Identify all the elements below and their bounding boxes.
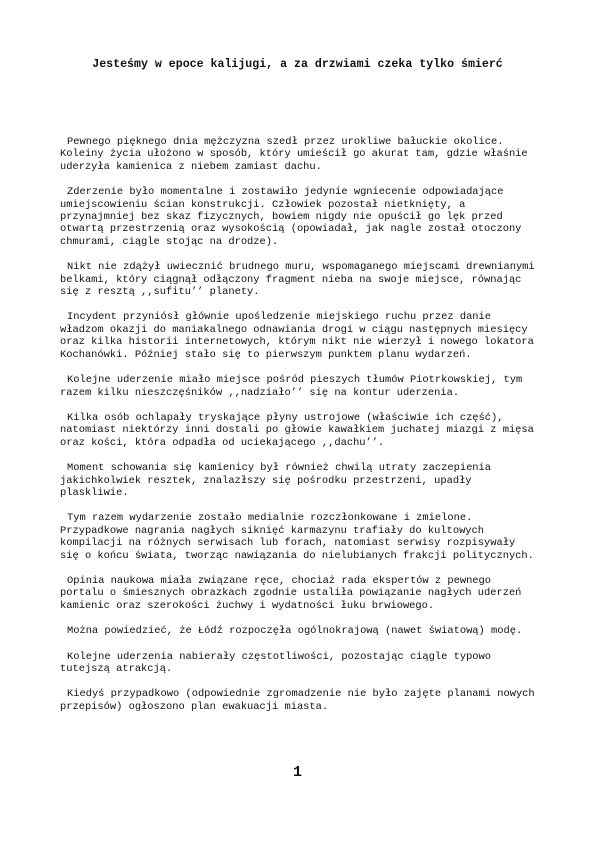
- paragraph: Zderzenie było momentalne i zostawiło jedynie wgniecenie odpowiadające umiejscowieniu ścian konstrukcji. Człowiek pozostał nietknięty, a przynajmniej bez skaz fizycznych, bowiem nigdy nie opuścił go lęk przed otwartą przestrzenią oraz wysokością (opowiadał, jak nagle został otoczony chmurami, ciągle stojąc na drodze).: [60, 186, 522, 248]
- paragraph: Incydent przyniósł głównie upośledzenie miejskiego ruchu przez danie władzom okazji do maniakalnego odnawiania drogi w ciągu następnych miesięcy oraz kilka historii internetowych, którym nikt nie wierzył i nowego lokatora Kochanówki. Później stało się to pierwszym punktem planu wydarzeń.: [60, 311, 534, 361]
- paragraph: Kiedyś przypadkowo (odpowiednie zgromadzenie nie było zajęte planami nowych przepisów) ogłoszono plan ewakuacji miasta.: [60, 688, 535, 713]
- paragraph: Kolejne uderzenie miało miejsce pośród pieszych tłumów Piotrkowskiej, tym razem kilku nieszczęśników ,,nadziało’’ się na kontur uderzenia.: [60, 374, 523, 399]
- paragraph: Moment schowania się kamienicy był również chwilą utraty zaczepienia jakichkolwiek resztek, znalazłszy się pośrodku przestrzeni, upadły plaskliwie.: [60, 462, 492, 499]
- paragraph: Opinia naukowa miała związane ręce, chociaż rada ekspertów z pewnego portalu o śmiesznych obrazkach zgodnie ustaliła powiązanie nagłych uderzeń kamienic oraz szerokości żuchwy i wydatności łuku brwiowego.: [60, 574, 522, 612]
- document-body: [60, 136, 540, 726]
- document-title: Jesteśmy w epoce kalijugi, a za drzwiami czeka tylko śmierć: [92, 58, 503, 71]
- paragraph: Nikt nie zdążył uwiecznić brudnego muru, wspomaganego miejscami drewnianymi belkami, który ciągnął odłączony fragment nieba na swoje miejsce, równając się z resztą ,,sufitu’’ planety.: [60, 261, 535, 299]
- page-number: 1: [292, 764, 302, 781]
- paragraph: Można powiedzieć, że Łódź rozpoczęła ogólnokrajową (nawet światową) modę.: [67, 625, 523, 638]
- paragraph: Pewnego pięknego dnia mężczyzna szedł przez urokliwe bałuckie okolice. Koleiny życia ułożono w sposób, który umieścił go akurat tam, gdzie właśnie uderzyła kamienica z niebem zamiast dachu.: [60, 136, 528, 173]
- paragraph: Tym razem wydarzenie zostało medialnie rozczłonkowane i zmielone. Przypadkowe nagrania nagłych siknięć karmazynu trafiały do kultowych kompilacji na różnych serwisach lub forach, natomiast serwisy rozpisywały się o końcu świata, tworząc nawiązania do nielubianych frakcji politycznych.: [60, 512, 534, 562]
- paragraph: Kolejne uderzenia nabierały częstotliwości, pozostając ciągle typowo tutejszą atrakcją.: [60, 650, 492, 675]
- paragraph: Kilka osób ochlapały tryskające płyny ustrojowe (właściwie ich część), natomiast niektórzy inni dostali po głowie kawałkiem juchatej miazgi z mięsa oraz kości, która odpadła od uciekającego ,,dachu’’.: [60, 411, 534, 449]
